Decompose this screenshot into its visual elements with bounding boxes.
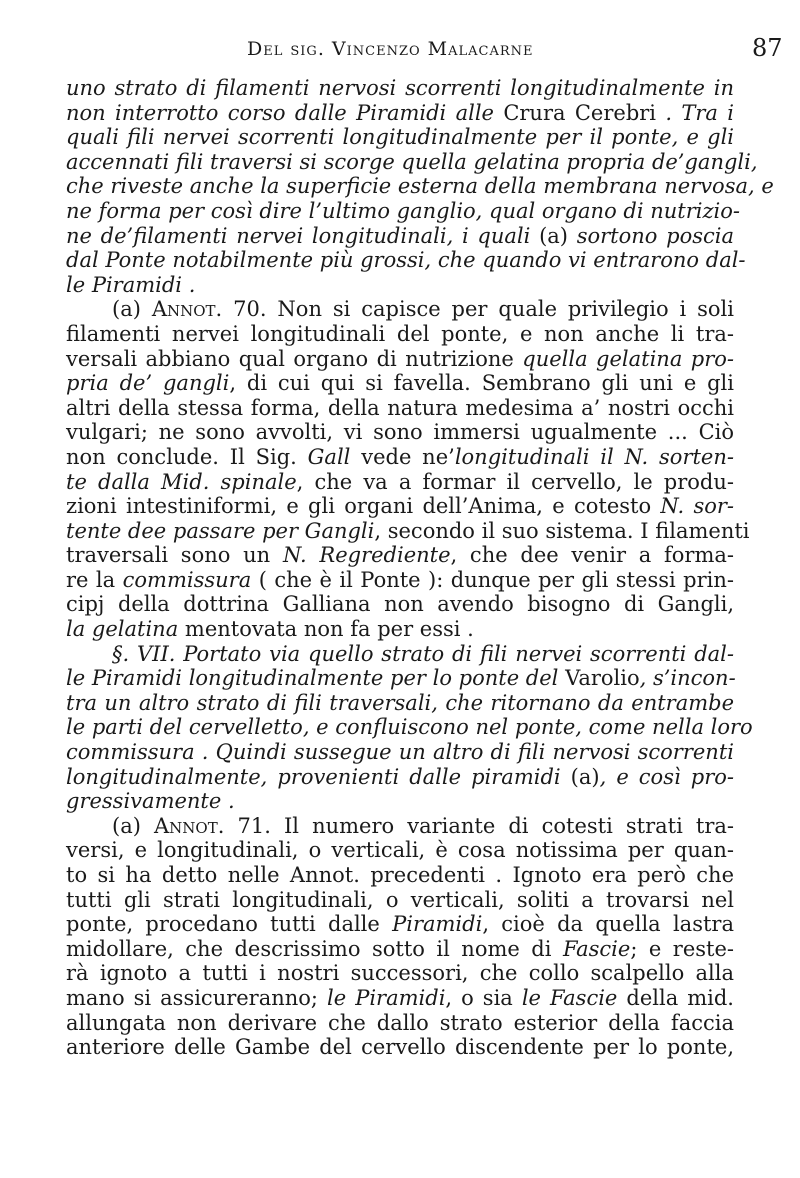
text-line: gressivamente .	[66, 789, 235, 814]
text-line: mano si assicureranno; le Piramidi, o sia le Fascie della mid.	[66, 985, 734, 1010]
annotation-70	[66, 297, 750, 642]
text-line: dal Ponte notabilmente più grossi, che quando vi entrarono dal-	[66, 248, 746, 273]
text-line: ne de’filamenti nervei longitudinali, i quali (a) sortono poscia	[66, 223, 734, 248]
text-line: anteriore delle Gambe del cervello discendente per lo ponte,	[66, 1035, 734, 1060]
main-paragraph	[66, 76, 774, 297]
text-line: filamenti nervei longitudinali del ponte, e non anche li tra-	[66, 321, 734, 346]
text-line: te dalla Mid. spinale, che va a formar il cervello, le produ-	[66, 469, 734, 494]
section-vii	[66, 641, 753, 814]
text-line: le Piramidi longitudinalmente per lo ponte del Varolio, s’incon-	[66, 666, 736, 691]
text-line: versi, e longitudinali, o verticali, è cosa notissima per quan-	[66, 838, 734, 863]
text-line: re la commissura ( che è il Ponte ): dunque per gli stessi prin-	[66, 567, 734, 592]
text-line: non interrotto corso dalle Piramidi alle Crura Cerebri . Tra i	[66, 100, 734, 125]
text-line: (a) Annot. 71. Il numero variante di cotesti strati tra-	[112, 813, 734, 838]
text-line: quali fili nervei scorrenti longitudinalmente per il ponte, e gli	[66, 125, 734, 150]
annotation-71	[66, 814, 734, 1060]
text-line: ne forma per così dire l’ultimo ganglio, qual organo di nutrizio-	[66, 198, 740, 223]
text-line: tutti gli strati longitudinali, o verticali, soliti a trovarsi nel	[66, 887, 734, 912]
text-line: uno strato di filamenti nervosi scorrenti longitudinalmente in	[66, 76, 734, 100]
text-line: (a) Annot. 70. Non si capisce per quale privilegio i soli	[112, 297, 734, 322]
text-line: allungata non derivare che dallo strato esterior della faccia	[66, 1010, 734, 1035]
text-line: longitudinalmente, provenienti dalle piramidi (a), e così pro-	[66, 764, 734, 789]
text-line: le parti del cervelletto, e confluiscono nel ponte, come nella loro	[66, 715, 753, 740]
text-line: tra un altro strato di fili traversali, che ritornano da entrambe	[66, 690, 734, 715]
text-line: altri della stessa forma, della natura medesima a’ nostri occhi	[66, 395, 734, 420]
page-body	[66, 76, 774, 1060]
text-line: to si ha detto nelle Annot. precedenti . Ignoto era però che	[66, 863, 734, 887]
text-line: tente dee passare per Gangli, secondo il suo sistema. I filamenti	[66, 518, 750, 543]
page-header	[0, 34, 800, 68]
text-line: la gelatina mentovata non fa per essi .	[66, 617, 474, 642]
text-line: versali abbiano qual organo di nutrizione quella gelatina pro-	[66, 346, 734, 371]
text-line: le Piramidi .	[66, 272, 196, 297]
text-line: midollare, che descrissimo sotto il nome di Fascie; e reste-	[66, 936, 734, 961]
text-line: ponte, procedano tutti dalle Piramidi, cioè da quella lastra	[66, 912, 734, 937]
text-line: pria de’ gangli, di cui qui si favella. Sembrano gli uni e gli	[66, 371, 734, 396]
text-line: che riveste anche la superficie esterna della membrana nervosa, e	[66, 174, 774, 199]
text-line: zioni intestiniformi, e gli organi dell’Anima, e cotesto N. sor-	[66, 494, 734, 519]
text-line: §. VII. Portato via quello strato di fili nervei scorrenti dal-	[112, 641, 734, 666]
text-line: commissura . Quindi sussegue un altro di fili nervosi scorrenti	[66, 740, 734, 765]
text-line: cipj della dottrina Galliana non avendo bisogno di Gangli,	[66, 592, 734, 617]
running-head: Del sig. Vincenzo Malacarne	[247, 38, 534, 60]
text-line: non conclude. Il Sig. Gall vede ne’longitudinali il N. sorten-	[66, 444, 734, 469]
page-number: 87	[752, 34, 783, 62]
text-line: accennati fili traversi si scorge quella gelatina propria de’gangli,	[66, 149, 758, 174]
text-line: vulgari; ne sono avvolti, vi sono immersi ugualmente ... Ciò	[66, 420, 734, 445]
text-line: rà ignoto a tutti i nostri successori, che collo scalpello alla	[66, 961, 734, 986]
text-line: traversali sono un N. Regrediente, che dee venir a forma-	[66, 543, 734, 568]
